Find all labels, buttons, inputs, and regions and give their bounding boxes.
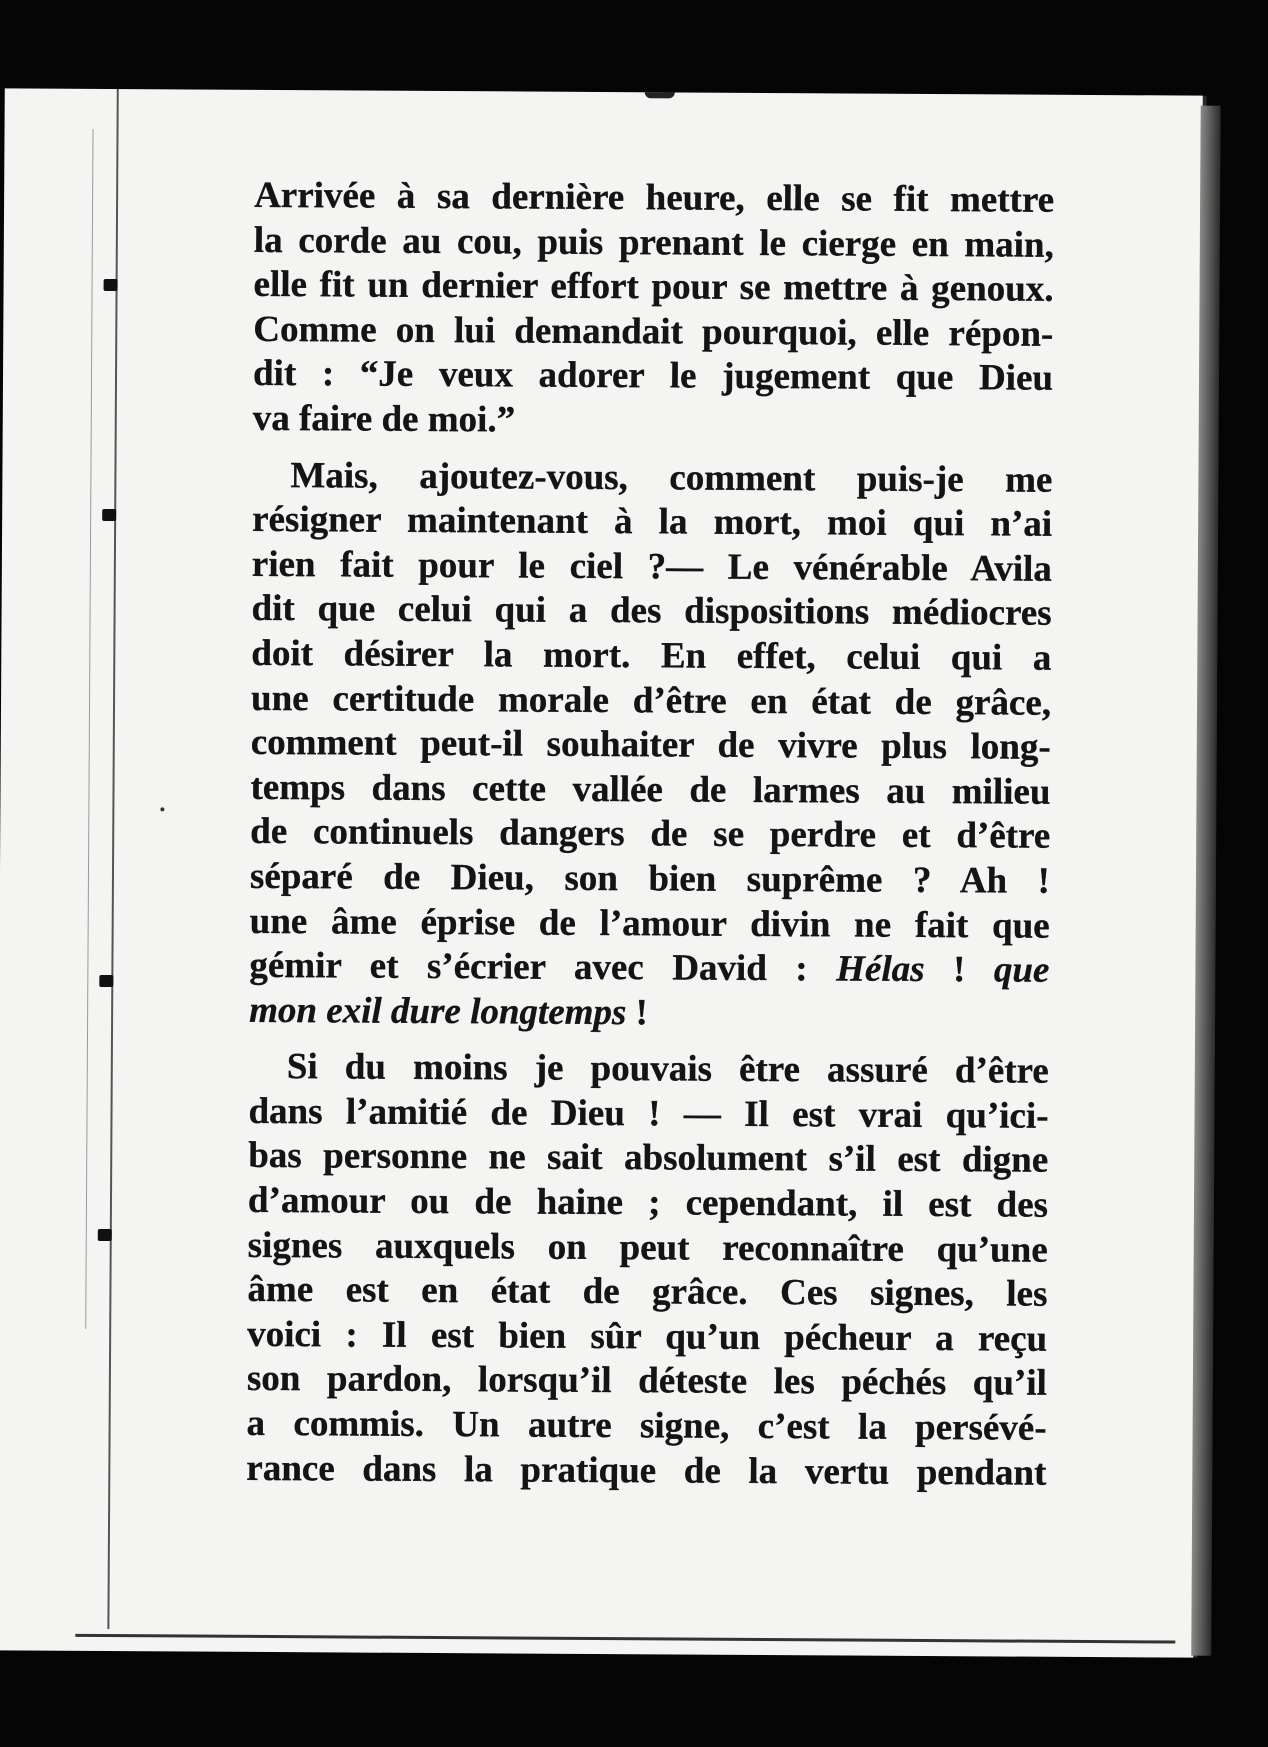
italic-text-run: Hélas [836, 948, 925, 991]
text-line: séparé de Dieu, son bien suprême ? Ah ! [249, 855, 1051, 902]
binding-stitch [98, 1229, 112, 1241]
paragraph-3 [246, 1045, 1049, 1496]
paragraph-1 [253, 174, 1055, 446]
text-line: âme est en état de grâce. Ces signes, les [247, 1269, 1048, 1315]
text-line: son pardon, lorsqu’il déteste les péchés qu’il [246, 1358, 1048, 1405]
text-line: une certitude morale d’être en état de grâce, [250, 677, 1052, 724]
text-line: rance dans la pratique de la vertu pendant [246, 1447, 1047, 1494]
binding-edge [107, 89, 118, 1629]
text-line: Comme on lui demandait pourquoi, elle répon- [253, 308, 1054, 355]
text-line: temps dans cette vallée de larmes au milieu [250, 766, 1051, 813]
binding-stitch [104, 279, 118, 291]
binding-stitch [102, 509, 116, 521]
text-run: gémir et s’écrier avec David : [249, 944, 837, 990]
text-line: rien fait pour le ciel ?— Le vénérable Avila [251, 543, 1052, 590]
paragraph-2 [249, 453, 1053, 1038]
book-page [0, 88, 1203, 1657]
text-line: va faire de moi.” [252, 397, 516, 441]
scan-speck [160, 807, 164, 811]
text-line: dit : “Je veux adorer le jugement que Dieu [252, 353, 1054, 400]
text-line: elle fit un dernier effort pour se mettre à genoux. [253, 264, 1054, 310]
text-line: comment peut-il souhaiter de vivre plus long- [250, 721, 1051, 768]
text-line: dit que celui qui a des dispositions médiocres [251, 588, 1052, 635]
page-text [246, 174, 1054, 1496]
text-line [249, 944, 1049, 993]
text-line: bas personne ne sait absolument s’il est digne [248, 1135, 1049, 1182]
text-line: une âme éprise de l’amour divin ne fait que [249, 900, 1050, 947]
text-run: ! [626, 991, 649, 1033]
text-line: Mais, ajoutez-vous, comment puis-je me [290, 454, 1053, 501]
text-line: doit désirer la mort. En effet, celui qui a [251, 632, 1052, 679]
text-line [249, 989, 1049, 1038]
text-line: résigner maintenant à la mort, moi qui n’ai [252, 499, 1053, 545]
text-line: a commis. Un autre signe, c’est la persévé- [246, 1402, 1047, 1449]
text-run: ! [924, 949, 995, 991]
binding-stitch [99, 975, 113, 987]
text-line: voici : Il est bien sûr qu’un pécheur a reçu [247, 1313, 1048, 1360]
page-bottom-edge [75, 1634, 1175, 1644]
text-line: la corde au cou, puis prenant le cierge en main, [253, 219, 1054, 266]
italic-text-run: que [993, 949, 1050, 991]
text-line: Arrivée à sa dernière heure, elle se fit mettre [254, 174, 1055, 221]
text-line: de continuels dangers de se perdre et d’être [250, 811, 1051, 858]
binding-edge-outer [85, 129, 93, 1329]
text-line: d’amour ou de haine ; cependant, il est des [247, 1179, 1049, 1226]
top-print-mark [645, 92, 675, 98]
text-line: Si du moins je pouvais être assuré d’être [286, 1046, 1049, 1093]
italic-text-run: mon exil dure longtemps [249, 989, 627, 1033]
text-line: dans l’amitié de Dieu ! — Il est vrai qu’ici- [248, 1090, 1049, 1137]
text-line: signes auxquels on peut reconnaître qu’une [247, 1224, 1048, 1271]
